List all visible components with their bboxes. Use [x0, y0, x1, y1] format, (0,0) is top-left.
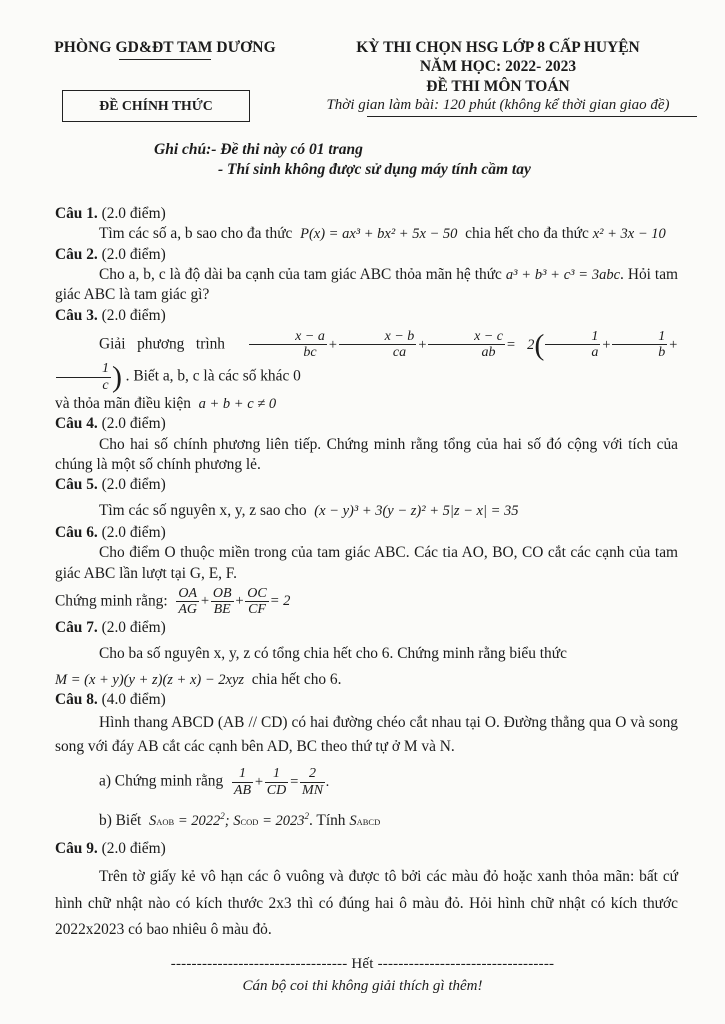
- question-label: Câu 2.: [55, 245, 98, 263]
- exam-notes: [154, 140, 531, 181]
- harmonic-identity: $\frac{1}{AB}$ + $\frac{1}{CD}$ = $\frac{2}{MN}$ .: [233, 766, 330, 798]
- question-points: (2.0 điểm): [101, 619, 166, 637]
- exam-footer: [0, 955, 725, 997]
- question-text: Cho hai số chính phương liên tiếp. Chứng minh rằng tổng của hai số đó cộng với tích của chúng là một số chính phương lẻ.: [55, 435, 678, 473]
- subject-title: ĐỀ THI MÔN TOÁN: [426, 77, 570, 95]
- school-year: NĂM HỌC: 2022- 2023: [419, 58, 577, 76]
- question-text: Cho a, b, c là độ dài ba cạnh của tam giác ABC thỏa mãn hệ thức: [99, 265, 502, 283]
- question-label: Câu 3.: [55, 306, 98, 324]
- proctor-remark: Cán bộ coi thi không giải thích gì thêm!: [242, 977, 483, 994]
- question-points: (2.0 điểm): [101, 476, 166, 494]
- question-2: [55, 245, 678, 306]
- department-name: PHÒNG GD&ĐT TAM DƯƠNG: [54, 39, 276, 56]
- question-5: [55, 475, 678, 521]
- question-label: Câu 7.: [55, 619, 98, 637]
- divisor-polynomial: x² + 3x − 10: [592, 226, 666, 243]
- header-right: [298, 38, 698, 117]
- ratio-identity: $\frac{OA}{AG}$ + $\frac{OB}{BE}$ + $\frac{OC}{CF}$ = 2: [178, 585, 291, 618]
- question-label: Câu 4.: [55, 415, 98, 433]
- underline: [367, 116, 697, 117]
- part-b-text: b) Biết: [99, 811, 142, 829]
- condition-equation: a³ + b³ + c³ = 3abc: [505, 266, 621, 283]
- underline: [119, 59, 211, 60]
- part-b-text: . Tính: [309, 811, 346, 829]
- question-8: [55, 690, 678, 831]
- question-points: (4.0 điểm): [101, 691, 166, 709]
- header-left: [30, 38, 300, 122]
- question-points: (2.0 điểm): [101, 245, 166, 263]
- question-6: [55, 523, 678, 618]
- question-label: Câu 5.: [55, 476, 98, 494]
- question-text: Trên tờ giấy kẻ vô hạn các ô vuông và được tô bởi các màu đỏ hoặc xanh thỏa mãn: bất cứ hình chữ nhật nào có kích thước 2x3 thì có đúng hai ô màu đỏ. Hỏi hình chữ nhật có kích thước 2022x2023 có bao nhiêu ô màu đỏ.: [55, 867, 678, 939]
- question-text: Cho điểm O thuộc miền trong của tam giác ABC. Các tia AO, BO, CO cắt các cạnh của tam giác ABC lần lượt tại G, E, F.: [55, 544, 678, 582]
- question-text: Tìm các số nguyên x, y, z sao cho: [99, 501, 307, 519]
- question-text: Cho ba số nguyên x, y, z có tổng chia hết cho 6. Chứng minh rằng biểu thức: [99, 644, 567, 662]
- question-3: [55, 306, 678, 415]
- question-7: [55, 618, 678, 690]
- question-text: chia hết cho đa thức: [465, 225, 589, 243]
- question-list: [55, 204, 678, 944]
- note-line-2: - Thí sinh không được sử dụng máy tính cầm tay: [218, 161, 531, 179]
- question-9: [55, 839, 678, 944]
- note-line-1: Ghi chú:- Đề thi này có 01 trang: [154, 141, 363, 158]
- area-data: SAOB = $2022^2$; SCOD = $2023^2$: [149, 811, 309, 829]
- question-text: Tìm các số a, b sao cho đa thức: [99, 225, 293, 243]
- official-exam-label: ĐỀ CHÍNH THỨC: [99, 98, 213, 114]
- question-text: . Biết a, b, c là các số khác 0: [125, 368, 301, 386]
- question-text: Giải phương trình: [99, 335, 225, 353]
- question-text: . Hỏi tam giác ABC là tam giác gì?: [55, 265, 678, 304]
- question-label: Câu 8.: [55, 691, 98, 709]
- question-points: (2.0 điểm): [101, 415, 166, 433]
- equation: $\frac{x - a}{bc}$ + $\frac{x - b}{ca}$ + $\frac{x - c}{ab}$ = 2( $\frac{1}{a}$ + $\frac{1}{b}$ + $\frac{1}{c}$ ): [55, 337, 678, 385]
- area-target: SABCD: [349, 812, 381, 829]
- question-label: Câu 9.: [55, 840, 98, 858]
- question-4: [55, 414, 678, 475]
- question-label: Câu 1.: [55, 205, 98, 222]
- question-text: và thỏa mãn điều kiện: [55, 394, 191, 412]
- question-points: (2.0 điểm): [101, 840, 166, 858]
- part-a-text: a) Chứng minh rằng: [99, 773, 224, 791]
- expression-m: M = (x + y)(y + z)(z + x) − 2xyz: [55, 672, 245, 689]
- question-points: (2.0 điểm): [101, 205, 166, 222]
- question-text: chia hết cho 6.: [251, 671, 342, 689]
- polynomial-p: P(x) = ax³ + bx² + 5x − 50: [300, 226, 458, 243]
- question-points: (2.0 điểm): [101, 306, 166, 324]
- condition-inequality: a + b + c ≠ 0: [198, 395, 277, 412]
- question-1: [55, 204, 678, 245]
- exam-title: KỲ THI CHỌN HSG LỚP 8 CẤP HUYỆN: [356, 39, 640, 56]
- question-label: Câu 6.: [55, 523, 98, 541]
- official-exam-box: [62, 90, 250, 122]
- time-limit: Thời gian làm bài: 120 phút (không kể thời gian giao đề): [326, 97, 670, 114]
- question-points: (2.0 điểm): [101, 523, 166, 541]
- end-marker: ---------------------------------- Hết ----------------------------------: [170, 956, 555, 972]
- question-text: Chứng minh rằng:: [55, 592, 168, 610]
- question-text: Hình thang ABCD (AB // CD) có hai đường chéo cắt nhau tại O. Đường thẳng qua O và song song với đáy AB cắt các cạnh bên AD, BC theo thứ tự ở M và N.: [55, 713, 678, 755]
- diophantine-equation: (x − y)³ + 3(y − z)² + 5|z − x| = 35: [314, 502, 519, 519]
